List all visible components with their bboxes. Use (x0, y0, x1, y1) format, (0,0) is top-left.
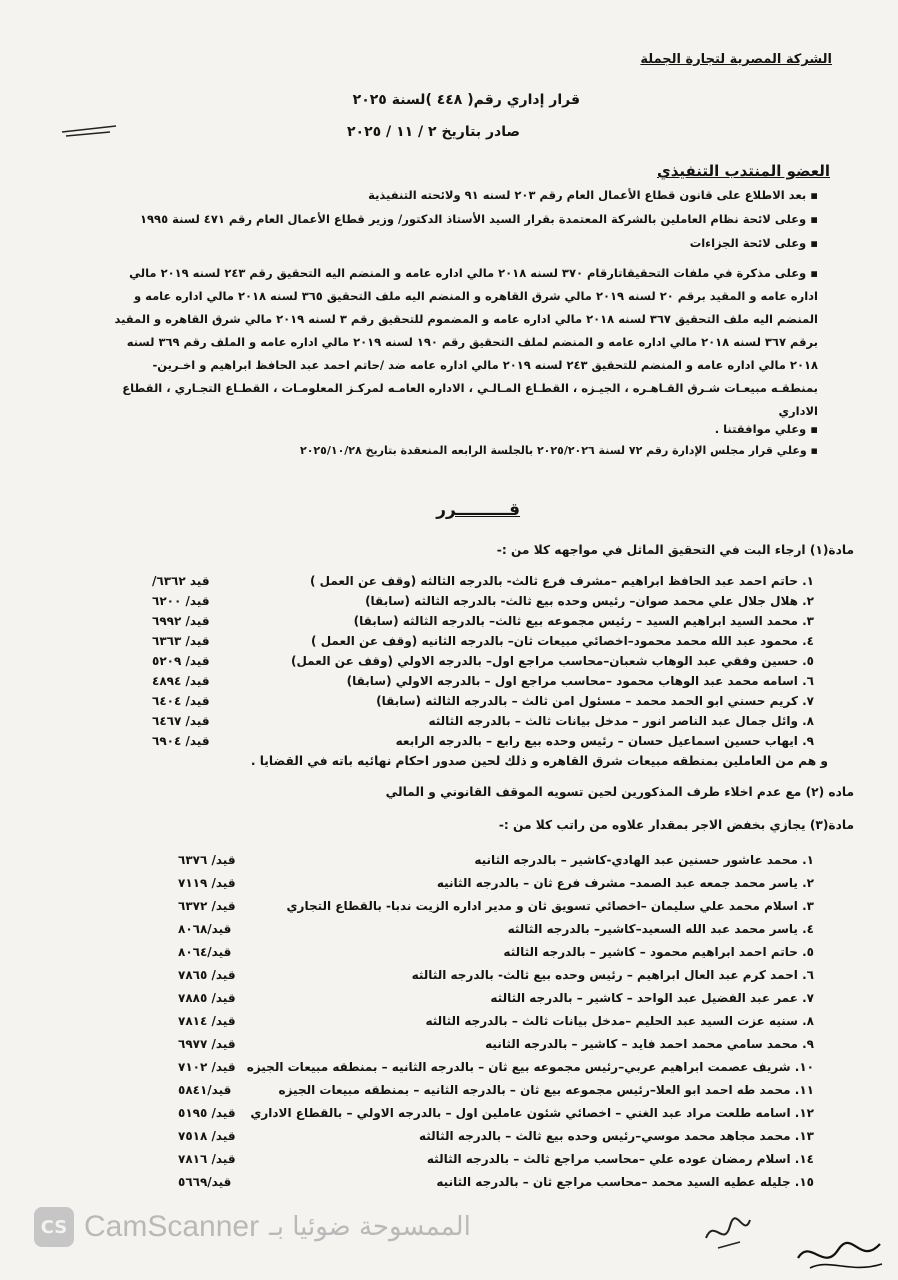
preamble-line-4: ▪ وعلى مذكرة في ملفات التحقيقاتارقام ٣٧٠ لسنه ٢٠١٨ مالي اداره عامه و المنضم اليه التحقيق رقم ٢٤٣ لسنه ٢٠١٩ مالي اداره عامه و المقيد برقم ٢٠ لسنه ٢٠١٩ مالي شرق القاهره و المنضم اليه ملف التحقيق ٣٦٥ لسنه ٢٠١٨ مالي اداره عامه و المنضم اليه ملف التحقيق ٣٦٧ لسنه ٢٠١٨ مالي اداره عامه و المضموم للتحقيق رقم ٣ لسنه ٢٠١٩ مالي شرق القاهره و المقيد برقم ٣٦٧ لسنه ٢٠١٨ مالي اداره عامه و المنضم لملف التحقيق رقم ١٩٠ لسنه ٢٠١٩ مالي اداره عامه و الملف رقم ٣٦٩ لسنه ٢٠١٨ مالي اداره عامه و المنضم للتحقيق ٢٤٣ لسنه ٢٠١٩ مالي اداره عامه ضد /حاتم احمد عبد الحافظ ابراهيم و اخـرين-بمنطقـه مبيعـات شـرق القـاهـره ، الجيـزه ، القطـاع المـالـي ، الاداره العامـه لمركـز المعلومـات ، القطـاع التجـاري ، القطاع الاداري (114, 266, 818, 418)
issuer-heading: العضو المنتدب التنفيذي (656, 162, 830, 180)
list-item: ١٤. اسلام رمضان عوده علي –محاسب مراجع ثالث – بالدرجه الثالثه قيد/ ٧٨١٦ (178, 1152, 814, 1166)
company-name: الشركة المصرية لتجارة الجملة (640, 52, 832, 67)
preamble-line-5: ▪ وعلي موافقتنا . (714, 422, 818, 436)
preamble-line-6: ▪ وعلي قرار مجلس الإدارة رقم ٧٢ لسنة ٢٠٢٥/٢٠٢٦ بالجلسة الرابعه المنعقدة بتاريخ ٢٠٢٥/١٠/٢٨ (299, 444, 818, 457)
list-item: ١١. محمد طه احمد ابو العلا–رئيس مجموعه بيع ثان – بالدرجه الثانيه – بمنطقه مبيعات الجيزه قيد/٥٨٤١ (178, 1083, 814, 1097)
list-item: ٩. ايهاب حسين اسماعيل حسان – رئيس وحده بيع رابع – بالدرجه الرابعه قيد/ ٦٩٠٤ (152, 734, 814, 748)
list-item: ١٠. شريف عصمت ابراهيم عربي–رئيس مجموعه بيع ثان – بالدرجه الثانيه – بمنطقه مبيعات الجيزه قيد/ ٧١٠٢ (178, 1060, 814, 1074)
signature (790, 1228, 890, 1278)
camscanner-watermark (34, 1205, 471, 1249)
pen-mark (60, 122, 120, 142)
list-item: ٨. سنيه عزت السيد عبد الحليم –مدخل بيانات ثالث – بالدرجه الثالثه قيد/ ٧٨١٤ (178, 1014, 814, 1028)
issue-date: صادر بتاريخ ٢ / ١١ / ٢٠٢٥ (347, 124, 520, 140)
list-item: ١٢. اسامه طلعت مراد عبد الغني – اخصائي شئون عاملين اول – بالدرجه الاولي – بالقطاع الاداري قيد/ ٥١٩٥ (178, 1106, 814, 1120)
list-item: ٥. حاتم احمد ابراهيم محمود – كاشير – بالدرجه الثالثه قيد/٨٠٦٤ (178, 945, 814, 959)
article-3-intro: مادة(٣) يجازي بخفض الاجر بمقدار علاوه من راتب كلا من :- (498, 818, 854, 832)
watermark-arabic: الممسوحة ضوئيا بـ (269, 1212, 471, 1242)
article-2: ماده (٢) مع عدم اخلاء طرف المذكورين لحين تسويه الموقف القانوني و المالي (385, 785, 854, 799)
list-item: ٣. محمد السيد ابراهيم السيد – رئيس مجموعه بيع ثالث– بالدرجه الثالثه (سابقا) قيد/ ٦٩٩٢ (152, 614, 814, 628)
list-item: ٢. هلال جلال علي محمد صوان– رئيس وحده بيع ثالث- بالدرجه الثالثه (سابقا) قيد/ ٦٢٠٠ (152, 594, 814, 608)
list-item: ٢. ياسر محمد جمعه عبد الصمد– مشرف فرع ثان – بالدرجه الثانيه قيد/ ٧١١٩ (178, 876, 814, 890)
list-item: ١٣. محمد مجاهد محمد موسي–رئيس وحده بيع ثالث – بالدرجه الثالثه قيد/ ٧٥١٨ (178, 1129, 814, 1143)
list-item: ٧. عمر عبد الفضيل عبد الواحد – كاشير – بالدرجه الثالثه قيد/ ٧٨٨٥ (178, 991, 814, 1005)
list-item: ٦. احمد كرم عبد العال ابراهيم – رئيس وحده بيع ثالث- بالدرجه الثالثه قيد/ ٧٨٦٥ (178, 968, 814, 982)
article-1-closing: و هم من العاملين بمنطقه مبيعات شرق القاهره و ذلك لحين صدور احكام نهائيه باته في القضايا . (250, 754, 828, 768)
list-item: ٤. محمود عبد الله محمد محمود–اخصائي مبيعات ثان– بالدرجه الثانيه (وقف عن العمل ) قيد/ ٦٣٦٣ (152, 634, 814, 648)
decree-number: قرار إداري رقم( ٤٤٨ )لسنة ٢٠٢٥ (352, 92, 580, 108)
decision-title: قـــــــــرر (436, 500, 520, 520)
list-item: ٥. حسين وفقي عبد الوهاب شعبان–محاسب مراجع اول– بالدرجه الاولي (وقف عن العمل) قيد/ ٥٢٠٩ (152, 654, 814, 668)
list-item: ١. حاتم احمد عبد الحافظ ابراهيم –مشرف فرع ثالث- بالدرجه الثالثه (وقف عن العمل ) قيد ٦٣٦٢/ (152, 574, 814, 588)
camscanner-logo-icon: CS (34, 1207, 74, 1247)
handwritten-initials (700, 1208, 760, 1254)
list-item: ٩. محمد سامي محمد احمد فايد – كاشير – بالدرجه الثانيه قيد/ ٦٩٧٧ (178, 1037, 814, 1051)
list-item: ١. محمد عاشور حسنين عبد الهادي-كاشير – بالدرجه الثانيه قيد/ ٦٣٧٦ (178, 853, 814, 867)
list-item: ٤. ياسر محمد عبد الله السعيد–كاشير– بالدرجه الثالثه قيد/٨٠٦٨ (178, 922, 814, 936)
preamble-line-2: ▪ وعلى لائحة نظام العاملين بالشركة المعتمدة بقرار السيد الأستاذ الدكتور/ وزير قطاع الأعمال العام رقم ٤٧١ لسنة ١٩٩٥ (140, 212, 818, 226)
list-item: ٦. اسامه محمد عبد الوهاب محمود –محاسب مراجع اول – بالدرجه الاولي (سابقا) قيد/ ٤٨٩٤ (152, 674, 814, 688)
article-1-intro: مادة(١) ارجاء البت في التحقيق الماثل في مواجهه كلا من :- (496, 543, 854, 557)
list-item: ٣. اسلام محمد علي سليمان –اخصائي تسويق ثان و مدير اداره الزيت ندبا- بالقطاع التجاري قيد/ ٦٣٧٢ (178, 899, 814, 913)
list-item: ١٥. جليله عطيه السيد محمد –محاسب مراجع ثان – بالدرجه الثانيه قيد/٥٦٦٩ (178, 1175, 814, 1189)
list-item: ٧. كريم حسني ابو الحمد محمد – مسئول امن ثالث – بالدرجه الثالثه (سابقا) قيد/ ٦٤٠٤ (152, 694, 814, 708)
preamble-line-3: ▪ وعلى لائحة الجزاءات (689, 236, 818, 250)
watermark-brand: CamScanner (84, 1210, 260, 1243)
list-item: ٨. وائل جمال عبد الناصر انور – مدخل بيانات ثالث – بالدرجه الثالثه قيد/ ٦٤٦٧ (152, 714, 814, 728)
preamble-line-1: ▪ بعد الاطلاع على قانون قطاع الأعمال العام رقم ٢٠٣ لسنه ٩١ ولائحته التنفيذية (368, 188, 818, 202)
